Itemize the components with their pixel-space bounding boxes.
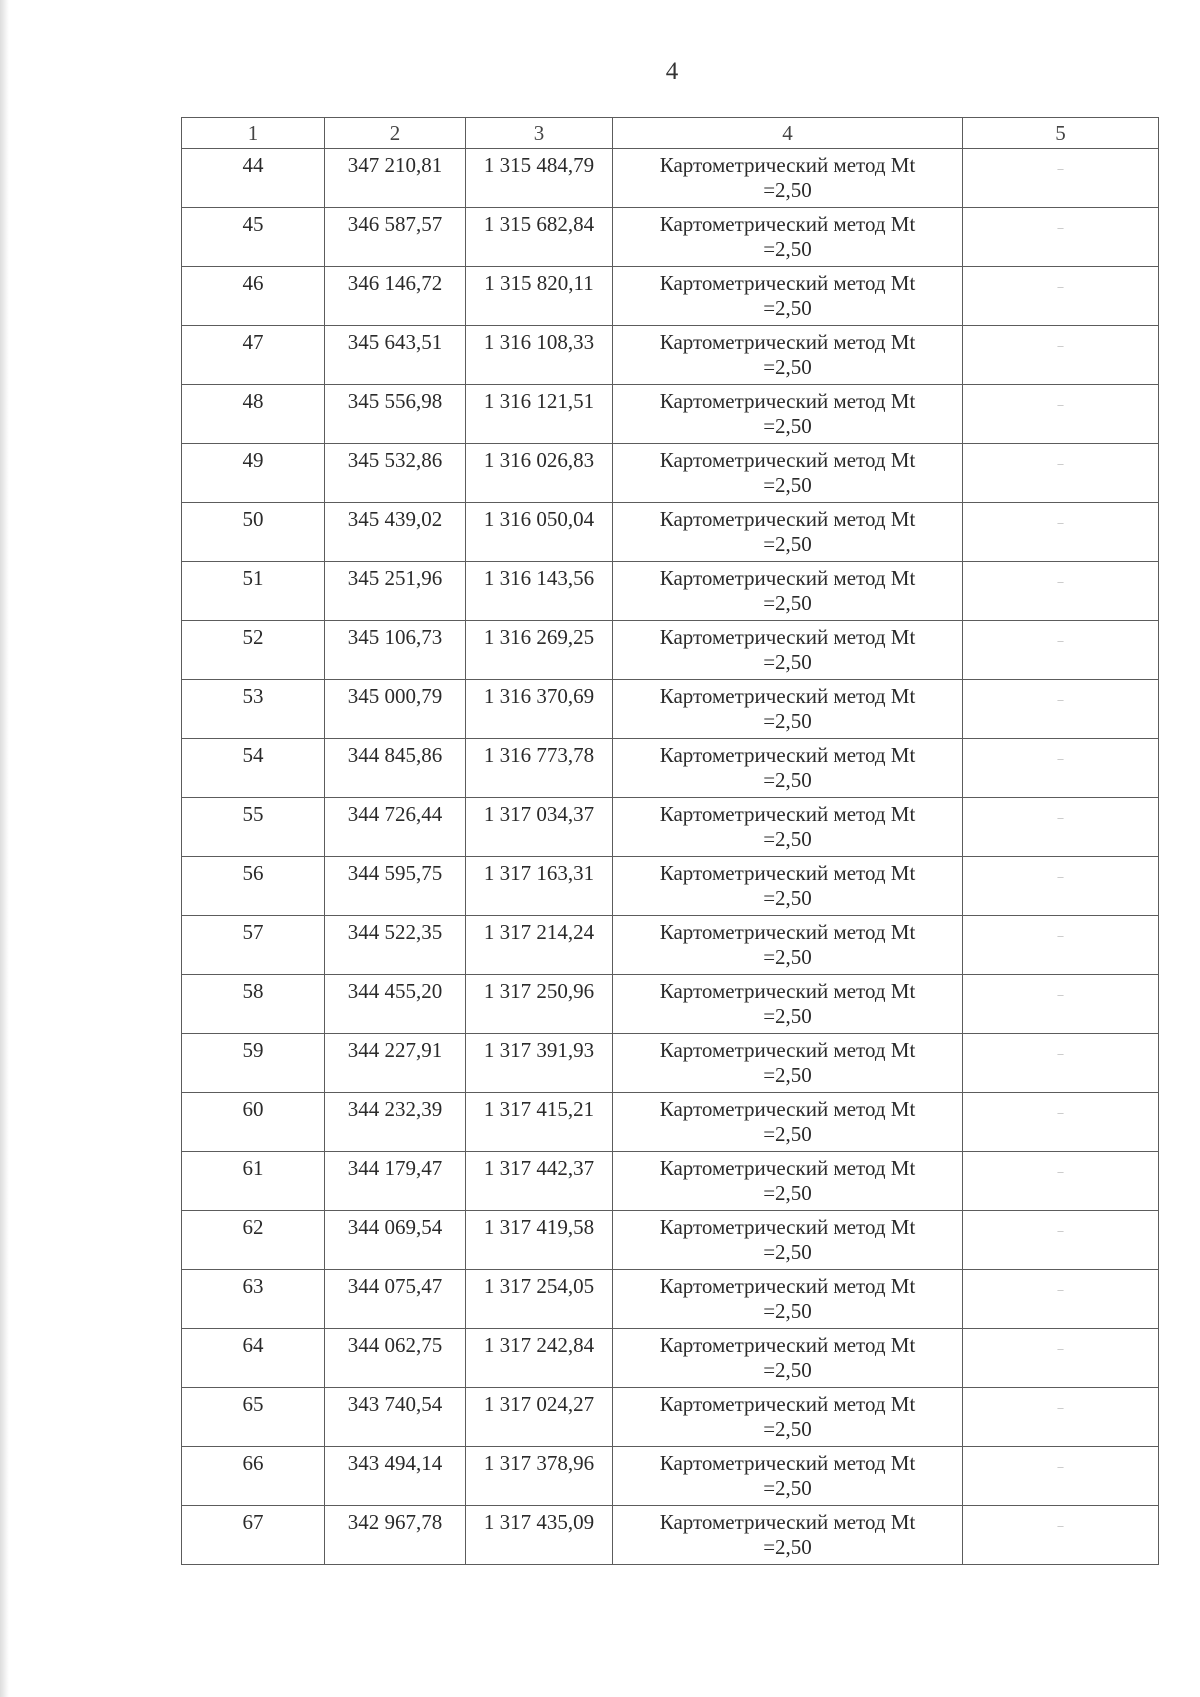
x-coordinate-cell: 345 106,73 — [325, 621, 466, 680]
method-cell — [613, 680, 963, 739]
note-cell — [963, 1388, 1159, 1447]
empty-mark: – — [1057, 574, 1064, 588]
method-label: Картометрический метод Mt — [659, 625, 916, 649]
header-cell-4: 4 — [613, 118, 963, 149]
table-row — [182, 1506, 1159, 1565]
coordinates-table — [181, 117, 1159, 1565]
y-coordinate-cell: 1 317 415,21 — [466, 1093, 613, 1152]
header-row — [182, 118, 1159, 149]
table-row — [182, 149, 1159, 208]
method-precision: =2,50 — [763, 945, 812, 969]
x-coordinate-cell: 344 595,75 — [325, 857, 466, 916]
method-label: Картометрический метод Mt — [659, 743, 916, 767]
x-coordinate-cell: 344 726,44 — [325, 798, 466, 857]
y-coordinate-cell: 1 317 435,09 — [466, 1506, 613, 1565]
method-cell — [613, 1506, 963, 1565]
x-coordinate-cell: 344 845,86 — [325, 739, 466, 798]
empty-mark: – — [1057, 161, 1064, 175]
note-cell — [963, 680, 1159, 739]
method-label: Картометрический метод Mt — [659, 1038, 916, 1062]
method-label: Картометрический метод Mt — [659, 330, 916, 354]
point-number-cell: 61 — [182, 1152, 325, 1211]
x-coordinate-cell: 343 494,14 — [325, 1447, 466, 1506]
method-cell — [613, 1152, 963, 1211]
note-cell — [963, 621, 1159, 680]
point-number-cell: 62 — [182, 1211, 325, 1270]
note-cell — [963, 916, 1159, 975]
method-precision: =2,50 — [763, 414, 812, 438]
empty-mark: – — [1057, 1341, 1064, 1355]
note-cell — [963, 1270, 1159, 1329]
method-label: Картометрический метод Mt — [659, 1215, 916, 1239]
method-precision: =2,50 — [763, 1476, 812, 1500]
method-precision: =2,50 — [763, 532, 812, 556]
method-label: Картометрический метод Mt — [659, 153, 916, 177]
point-number-cell: 57 — [182, 916, 325, 975]
point-number-cell: 44 — [182, 149, 325, 208]
method-label: Картометрический метод Mt — [659, 389, 916, 413]
method-label: Картометрический метод Mt — [659, 1156, 916, 1180]
method-cell — [613, 149, 963, 208]
x-coordinate-cell: 345 643,51 — [325, 326, 466, 385]
y-coordinate-cell: 1 317 254,05 — [466, 1270, 613, 1329]
x-coordinate-cell: 344 069,54 — [325, 1211, 466, 1270]
method-cell — [613, 503, 963, 562]
method-precision: =2,50 — [763, 355, 812, 379]
table-row — [182, 975, 1159, 1034]
x-coordinate-cell: 345 556,98 — [325, 385, 466, 444]
table-row — [182, 1152, 1159, 1211]
method-cell — [613, 267, 963, 326]
empty-mark: – — [1057, 692, 1064, 706]
page-number: 4 — [665, 58, 679, 85]
method-cell — [613, 1329, 963, 1388]
y-coordinate-cell: 1 317 024,27 — [466, 1388, 613, 1447]
point-number-cell: 46 — [182, 267, 325, 326]
scan-edge-shadow — [0, 0, 9, 1697]
empty-mark: – — [1057, 987, 1064, 1001]
note-cell — [963, 739, 1159, 798]
empty-mark: – — [1057, 1518, 1064, 1532]
method-precision: =2,50 — [763, 1004, 812, 1028]
y-coordinate-cell: 1 317 214,24 — [466, 916, 613, 975]
table-row — [182, 267, 1159, 326]
table-body — [182, 118, 1159, 1565]
note-cell — [963, 1093, 1159, 1152]
note-cell — [963, 1034, 1159, 1093]
table-row — [182, 326, 1159, 385]
y-coordinate-cell: 1 315 820,11 — [466, 267, 613, 326]
table-row — [182, 739, 1159, 798]
point-number-cell: 65 — [182, 1388, 325, 1447]
method-cell — [613, 1388, 963, 1447]
method-cell — [613, 857, 963, 916]
y-coordinate-cell: 1 317 442,37 — [466, 1152, 613, 1211]
note-cell — [963, 503, 1159, 562]
note-cell — [963, 1329, 1159, 1388]
method-precision: =2,50 — [763, 650, 812, 674]
method-precision: =2,50 — [763, 237, 812, 261]
x-coordinate-cell: 344 062,75 — [325, 1329, 466, 1388]
y-coordinate-cell: 1 315 682,84 — [466, 208, 613, 267]
x-coordinate-cell: 345 439,02 — [325, 503, 466, 562]
method-label: Картометрический метод Mt — [659, 920, 916, 944]
method-precision: =2,50 — [763, 1299, 812, 1323]
method-label: Картометрический метод Mt — [659, 448, 916, 472]
method-precision: =2,50 — [763, 768, 812, 792]
x-coordinate-cell: 346 146,72 — [325, 267, 466, 326]
x-coordinate-cell: 344 179,47 — [325, 1152, 466, 1211]
note-cell — [963, 444, 1159, 503]
method-cell — [613, 385, 963, 444]
y-coordinate-cell: 1 317 378,96 — [466, 1447, 613, 1506]
point-number-cell: 58 — [182, 975, 325, 1034]
y-coordinate-cell: 1 316 026,83 — [466, 444, 613, 503]
x-coordinate-cell: 347 210,81 — [325, 149, 466, 208]
table-row — [182, 1329, 1159, 1388]
method-precision: =2,50 — [763, 1122, 812, 1146]
table-row — [182, 916, 1159, 975]
empty-mark: – — [1057, 220, 1064, 234]
empty-mark: – — [1057, 515, 1064, 529]
method-precision: =2,50 — [763, 1535, 812, 1559]
method-precision: =2,50 — [763, 709, 812, 733]
method-label: Картометрический метод Mt — [659, 1274, 916, 1298]
method-precision: =2,50 — [763, 1417, 812, 1441]
method-label: Картометрический метод Mt — [659, 1451, 916, 1475]
x-coordinate-cell: 345 000,79 — [325, 680, 466, 739]
header-cell-1: 1 — [182, 118, 325, 149]
point-number-cell: 66 — [182, 1447, 325, 1506]
note-cell — [963, 149, 1159, 208]
y-coordinate-cell: 1 316 121,51 — [466, 385, 613, 444]
empty-mark: – — [1057, 810, 1064, 824]
method-precision: =2,50 — [763, 1240, 812, 1264]
empty-mark: – — [1057, 928, 1064, 942]
method-label: Картометрический метод Mt — [659, 1333, 916, 1357]
y-coordinate-cell: 1 316 108,33 — [466, 326, 613, 385]
point-number-cell: 67 — [182, 1506, 325, 1565]
empty-mark: – — [1057, 751, 1064, 765]
note-cell — [963, 1211, 1159, 1270]
point-number-cell: 55 — [182, 798, 325, 857]
method-precision: =2,50 — [763, 1063, 812, 1087]
note-cell — [963, 1447, 1159, 1506]
method-precision: =2,50 — [763, 1358, 812, 1382]
y-coordinate-cell: 1 317 419,58 — [466, 1211, 613, 1270]
empty-mark: – — [1057, 633, 1064, 647]
method-cell — [613, 739, 963, 798]
x-coordinate-cell: 346 587,57 — [325, 208, 466, 267]
x-coordinate-cell: 343 740,54 — [325, 1388, 466, 1447]
y-coordinate-cell: 1 317 034,37 — [466, 798, 613, 857]
method-label: Картометрический метод Mt — [659, 271, 916, 295]
empty-mark: – — [1057, 279, 1064, 293]
empty-mark: – — [1057, 869, 1064, 883]
table-row — [182, 680, 1159, 739]
empty-mark: – — [1057, 1400, 1064, 1414]
x-coordinate-cell: 344 455,20 — [325, 975, 466, 1034]
y-coordinate-cell: 1 316 143,56 — [466, 562, 613, 621]
point-number-cell: 47 — [182, 326, 325, 385]
table-row — [182, 1270, 1159, 1329]
method-label: Картометрический метод Mt — [659, 1510, 916, 1534]
y-coordinate-cell: 1 317 242,84 — [466, 1329, 613, 1388]
x-coordinate-cell: 344 232,39 — [325, 1093, 466, 1152]
method-cell — [613, 326, 963, 385]
table-row — [182, 1211, 1159, 1270]
header-cell-3: 3 — [466, 118, 613, 149]
method-cell — [613, 208, 963, 267]
point-number-cell: 52 — [182, 621, 325, 680]
empty-mark: – — [1057, 1223, 1064, 1237]
x-coordinate-cell: 345 251,96 — [325, 562, 466, 621]
note-cell — [963, 562, 1159, 621]
method-precision: =2,50 — [763, 827, 812, 851]
point-number-cell: 45 — [182, 208, 325, 267]
header-cell-2: 2 — [325, 118, 466, 149]
method-cell — [613, 1034, 963, 1093]
empty-mark: – — [1057, 1282, 1064, 1296]
x-coordinate-cell: 342 967,78 — [325, 1506, 466, 1565]
empty-mark: – — [1057, 397, 1064, 411]
header-cell-5: 5 — [963, 118, 1159, 149]
point-number-cell: 53 — [182, 680, 325, 739]
point-number-cell: 51 — [182, 562, 325, 621]
empty-mark: – — [1057, 456, 1064, 470]
note-cell — [963, 1506, 1159, 1565]
method-cell — [613, 444, 963, 503]
y-coordinate-cell: 1 317 163,31 — [466, 857, 613, 916]
method-label: Картометрический метод Mt — [659, 1392, 916, 1416]
note-cell — [963, 798, 1159, 857]
table-row — [182, 1447, 1159, 1506]
y-coordinate-cell: 1 316 050,04 — [466, 503, 613, 562]
y-coordinate-cell: 1 316 269,25 — [466, 621, 613, 680]
table-row — [182, 562, 1159, 621]
method-precision: =2,50 — [763, 591, 812, 615]
point-number-cell: 50 — [182, 503, 325, 562]
point-number-cell: 64 — [182, 1329, 325, 1388]
table-row — [182, 444, 1159, 503]
table-row — [182, 798, 1159, 857]
table-row — [182, 385, 1159, 444]
method-precision: =2,50 — [763, 1181, 812, 1205]
note-cell — [963, 857, 1159, 916]
method-label: Картометрический метод Mt — [659, 861, 916, 885]
table-row — [182, 857, 1159, 916]
table-row — [182, 1034, 1159, 1093]
point-number-cell: 59 — [182, 1034, 325, 1093]
note-cell — [963, 326, 1159, 385]
y-coordinate-cell: 1 315 484,79 — [466, 149, 613, 208]
note-cell — [963, 208, 1159, 267]
point-number-cell: 49 — [182, 444, 325, 503]
y-coordinate-cell: 1 317 391,93 — [466, 1034, 613, 1093]
x-coordinate-cell: 344 227,91 — [325, 1034, 466, 1093]
empty-mark: – — [1057, 1459, 1064, 1473]
point-number-cell: 60 — [182, 1093, 325, 1152]
method-label: Картометрический метод Mt — [659, 802, 916, 826]
method-cell — [613, 562, 963, 621]
table-row — [182, 1388, 1159, 1447]
method-label: Картометрический метод Mt — [659, 566, 916, 590]
table-row — [182, 621, 1159, 680]
note-cell — [963, 385, 1159, 444]
table-row — [182, 1093, 1159, 1152]
method-label: Картометрический метод Mt — [659, 1097, 916, 1121]
point-number-cell: 48 — [182, 385, 325, 444]
method-cell — [613, 798, 963, 857]
y-coordinate-cell: 1 316 773,78 — [466, 739, 613, 798]
point-number-cell: 54 — [182, 739, 325, 798]
method-cell — [613, 1093, 963, 1152]
x-coordinate-cell: 344 522,35 — [325, 916, 466, 975]
note-cell — [963, 975, 1159, 1034]
empty-mark: – — [1057, 1105, 1064, 1119]
method-label: Картометрический метод Mt — [659, 212, 916, 236]
method-precision: =2,50 — [763, 296, 812, 320]
point-number-cell: 63 — [182, 1270, 325, 1329]
y-coordinate-cell: 1 317 250,96 — [466, 975, 613, 1034]
table-row — [182, 208, 1159, 267]
note-cell — [963, 267, 1159, 326]
method-cell — [613, 916, 963, 975]
empty-mark: – — [1057, 338, 1064, 352]
empty-mark: – — [1057, 1046, 1064, 1060]
method-cell — [613, 975, 963, 1034]
x-coordinate-cell: 344 075,47 — [325, 1270, 466, 1329]
method-precision: =2,50 — [763, 886, 812, 910]
method-label: Картометрический метод Mt — [659, 507, 916, 531]
point-number-cell: 56 — [182, 857, 325, 916]
method-cell — [613, 1211, 963, 1270]
method-label: Картометрический метод Mt — [659, 684, 916, 708]
method-precision: =2,50 — [763, 473, 812, 497]
y-coordinate-cell: 1 316 370,69 — [466, 680, 613, 739]
method-precision: =2,50 — [763, 178, 812, 202]
note-cell — [963, 1152, 1159, 1211]
method-cell — [613, 1447, 963, 1506]
empty-mark: – — [1057, 1164, 1064, 1178]
x-coordinate-cell: 345 532,86 — [325, 444, 466, 503]
method-cell — [613, 1270, 963, 1329]
method-cell — [613, 621, 963, 680]
method-label: Картометрический метод Mt — [659, 979, 916, 1003]
table-row — [182, 503, 1159, 562]
